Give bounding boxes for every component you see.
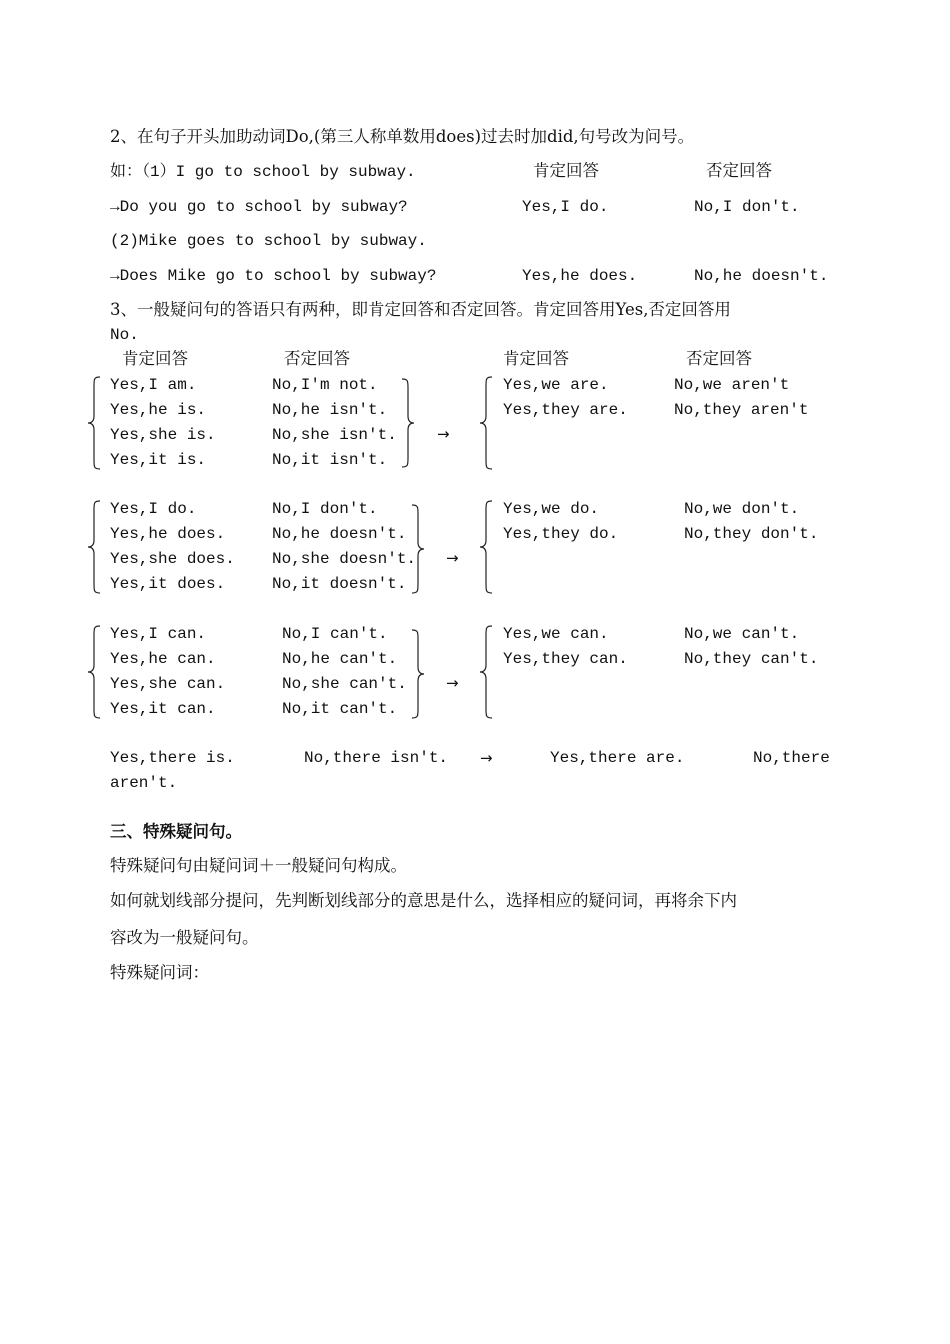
group1-left-yes-2: Yes,he is. xyxy=(110,401,207,419)
example2-no: No,he doesn't. xyxy=(694,267,829,285)
group1-left-no-3: No,she isn't. xyxy=(272,426,397,444)
group1-arrow-icon: → xyxy=(437,425,450,443)
section3-p2-line2: 容改为一般疑问句。 xyxy=(110,928,259,947)
right-brace-icon xyxy=(400,378,418,468)
group3-left-yes-1: Yes,I can. xyxy=(110,625,207,643)
group3-left-yes-2: Yes,he can. xyxy=(110,650,216,668)
section3-title: 三、特殊疑问句。 xyxy=(110,822,242,841)
col-negative-answer: 否定回答 xyxy=(706,161,772,180)
group2-right-yes-1: Yes,we do. xyxy=(503,500,600,518)
example1-statement: 如：（1）I go to school by subway. xyxy=(110,163,416,181)
group1-left-no-1: No,I'm not. xyxy=(272,376,378,394)
group3-left-no-3: No,she can't. xyxy=(282,675,407,693)
group2-left-yes-1: Yes,I do. xyxy=(110,500,197,518)
left-brace-icon xyxy=(478,625,496,719)
point3-line1: 3、一般疑问句的答语只有两种，即肯定回答和否定回答。肯定回答用Yes,否定回答用 xyxy=(110,300,731,319)
there-arrow-icon: → xyxy=(480,749,493,767)
group2-left-no-3: No,she doesn't. xyxy=(272,550,417,568)
header-positive-left: 肯定回答 xyxy=(122,349,188,368)
group1-right-yes-1: Yes,we are. xyxy=(503,376,609,394)
group3-right-yes-2: Yes,they can. xyxy=(503,650,628,668)
left-brace-icon xyxy=(86,376,104,470)
right-brace-icon xyxy=(410,504,428,594)
there-yes-are: Yes,there are. xyxy=(550,749,685,767)
group1-right-no-2: No,they aren't xyxy=(674,401,809,419)
left-brace-icon xyxy=(478,500,496,594)
group3-left-no-4: No,it can't. xyxy=(282,700,398,718)
section3-p3: 特殊疑问词： xyxy=(110,963,209,982)
group2-left-no-1: No,I don't. xyxy=(272,500,378,518)
group2-left-yes-4: Yes,it does. xyxy=(110,575,226,593)
there-yes-is: Yes,there is. xyxy=(110,749,235,767)
group1-left-no-2: No,he isn't. xyxy=(272,401,388,419)
group1-left-yes-4: Yes,it is. xyxy=(110,451,207,469)
left-brace-icon xyxy=(86,500,104,594)
group2-arrow-icon: → xyxy=(446,549,459,567)
group1-left-yes-1: Yes,I am. xyxy=(110,376,197,394)
group2-left-yes-2: Yes,he does. xyxy=(110,525,226,543)
col-positive-answer: 肯定回答 xyxy=(533,161,599,180)
group3-right-no-1: No,we can't. xyxy=(684,625,800,643)
header-positive-right: 肯定回答 xyxy=(503,349,569,368)
there-no-arent-part2: aren't. xyxy=(110,774,178,792)
section3-p2-line1: 如何就划线部分提问，先判断划线部分的意思是什么，选择相应的疑问词，再将余下内 xyxy=(110,891,737,910)
group1-left-yes-3: Yes,she is. xyxy=(110,426,216,444)
group2-right-no-2: No,they don't. xyxy=(684,525,819,543)
example1-yes: Yes,I do. xyxy=(522,198,609,216)
example1-question: →Do you go to school by subway? xyxy=(110,198,408,216)
left-brace-icon xyxy=(86,625,104,719)
group2-left-yes-3: Yes,she does. xyxy=(110,550,235,568)
group3-left-yes-4: Yes,it can. xyxy=(110,700,216,718)
there-no-arent-part1: No,there xyxy=(753,749,830,767)
group3-left-no-1: No,I can't. xyxy=(282,625,388,643)
group1-right-yes-2: Yes,they are. xyxy=(503,401,628,419)
right-brace-icon xyxy=(410,629,428,719)
example2-question: →Does Mike go to school by subway? xyxy=(110,267,437,285)
group1-left-no-4: No,it isn't. xyxy=(272,451,388,469)
point2-heading: 2、在句子开头加助动词Do,(第三人称单数用does)过去时加did,句号改为问号。 xyxy=(110,127,695,146)
group3-right-no-2: No,they can't. xyxy=(684,650,819,668)
group1-right-no-1: No,we aren't xyxy=(674,376,790,394)
left-brace-icon xyxy=(478,376,496,470)
section3-p1: 特殊疑问句由疑问词＋一般疑问句构成。 xyxy=(110,856,407,875)
group2-left-no-4: No,it doesn't. xyxy=(272,575,407,593)
group3-arrow-icon: → xyxy=(446,674,459,692)
group2-right-no-1: No,we don't. xyxy=(684,500,800,518)
group2-left-no-2: No,he doesn't. xyxy=(272,525,407,543)
point3-line2: No. xyxy=(110,326,139,344)
header-negative-left: 否定回答 xyxy=(284,349,350,368)
example2-yes: Yes,he does. xyxy=(522,267,638,285)
group3-left-no-2: No,he can't. xyxy=(282,650,398,668)
group3-right-yes-1: Yes,we can. xyxy=(503,625,609,643)
there-no-isnt: No,there isn't. xyxy=(304,749,449,767)
example1-no: No,I don't. xyxy=(694,198,800,216)
group3-left-yes-3: Yes,she can. xyxy=(110,675,226,693)
header-negative-right: 否定回答 xyxy=(686,349,752,368)
example2-statement: (2)Mike goes to school by subway. xyxy=(110,232,427,250)
group2-right-yes-2: Yes,they do. xyxy=(503,525,619,543)
